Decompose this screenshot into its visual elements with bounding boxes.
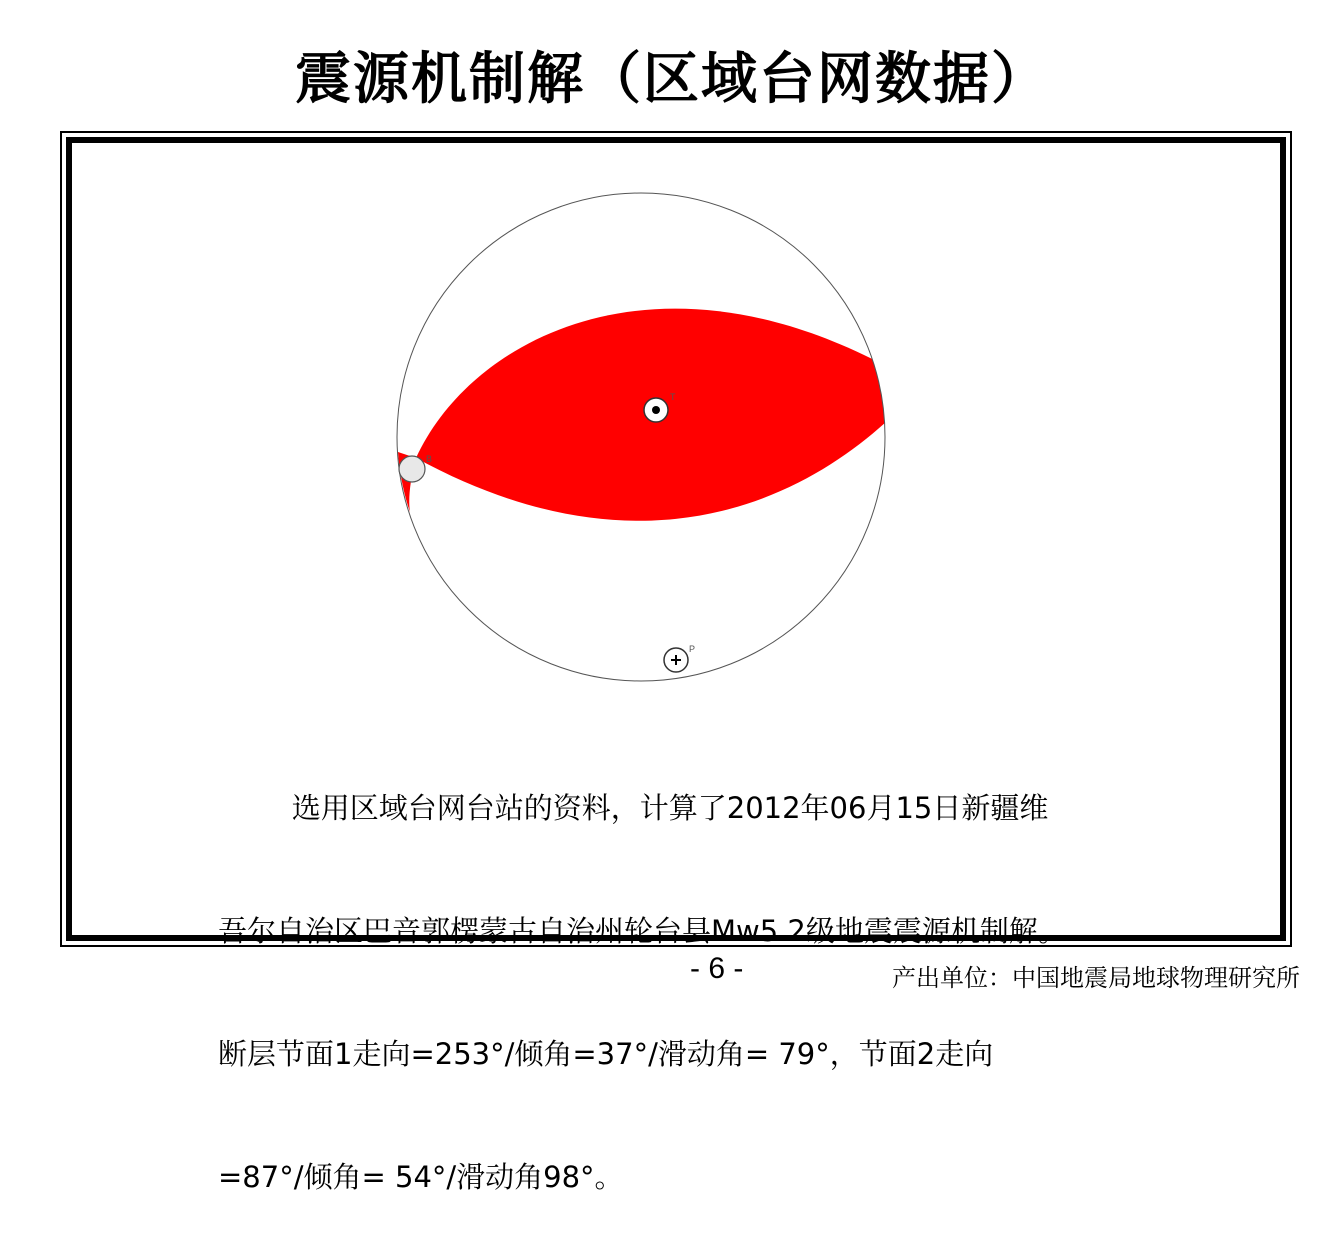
b-axis-label: B bbox=[426, 454, 433, 464]
description-line-3: 断层节面1走向=253°/倾角=37°/滑动角= 79°，节面2走向 bbox=[218, 1037, 994, 1071]
description-line-2: 吾尔自治区巴音郭楞蒙古自治州轮台县Mw5.2级地震震源机制解。 bbox=[218, 914, 1067, 948]
page-number: - 6 - bbox=[690, 952, 744, 985]
description-line-4: =87°/倾角= 54°/滑动角98°。 bbox=[218, 1160, 624, 1194]
description-line-1: 选用区域台网台站的资料，计算了2012年06月15日新疆维 bbox=[218, 791, 1049, 825]
p-axis-label: P bbox=[689, 644, 696, 654]
t-axis-label: T bbox=[670, 392, 676, 402]
producer-credit: 产出单位：中国地震局地球物理研究所 bbox=[892, 964, 1300, 992]
t-axis-center bbox=[652, 406, 660, 414]
page-title: 震源机制解（区域台网数据） bbox=[295, 47, 1049, 112]
circle-icon bbox=[399, 456, 425, 482]
